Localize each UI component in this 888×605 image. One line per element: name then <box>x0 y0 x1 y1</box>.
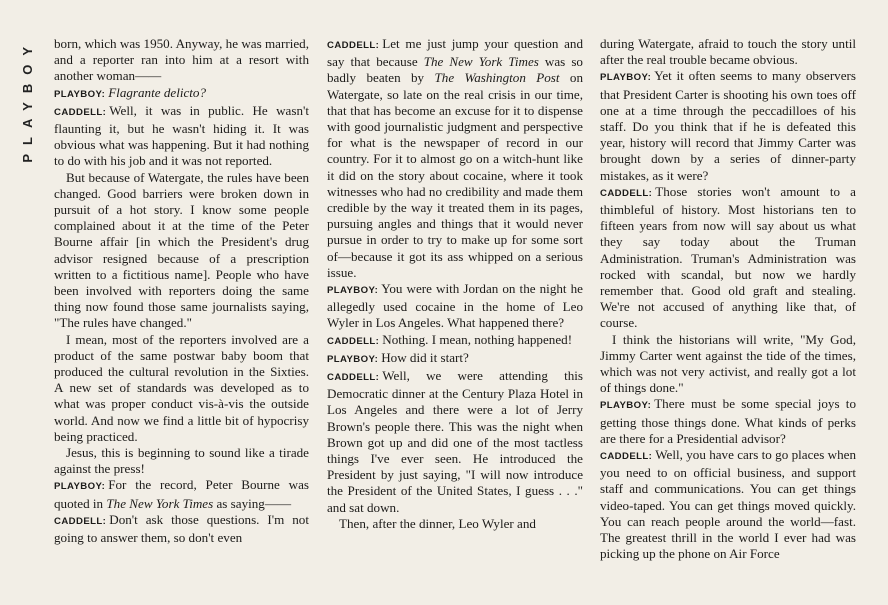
paragraph <box>54 36 309 85</box>
paragraph <box>327 516 583 532</box>
paragraph <box>600 68 856 183</box>
paragraph-text: Then, after the dinner, Leo Wyler and <box>339 515 536 531</box>
paragraph <box>327 368 583 516</box>
paragraph <box>327 281 583 332</box>
speaker-label: PLAYBOY: <box>327 285 379 297</box>
speaker-label: CADDELL: <box>327 372 380 384</box>
paragraph <box>54 103 309 170</box>
paragraph-text: Don't ask those questions. I'm not going to answer them, so don't even <box>54 511 309 546</box>
paragraph <box>327 36 583 281</box>
paragraph-text: Jesus, this is beginning to sound like a tirade against the press! <box>54 445 309 477</box>
paragraph <box>54 85 309 103</box>
paragraph <box>54 170 309 332</box>
paragraph <box>600 36 856 68</box>
paragraph-text: Well, it was in public. He wasn't flaunting it, but he wasn't hiding it. It was obvious what was happening. But it had nothing to do with his job and it was not reported. <box>54 102 309 169</box>
paragraph-text: There must be some special joys to getting those things done. What kinds of perks are there for a Presidential advisor? <box>600 396 856 446</box>
paragraph-text: I think the historians will write, "My God, Jimmy Carter went against the tide of the times, which was not very activist, and really got a lot of things done." <box>600 331 856 396</box>
speaker-label: CADDELL: <box>327 335 380 347</box>
speaker-label: PLAYBOY: <box>54 88 106 100</box>
paragraph-text: How did it start? <box>381 349 469 365</box>
paragraph-text: You were with Jordan on the night he allegedly used cocaine in the home of Leo Wyler in Los Angeles. What happened there? <box>327 281 583 331</box>
paragraph <box>327 350 583 368</box>
paragraph-text: Let me just jump your question and say that because The New York Times was so badly beaten by The Washington Post on Watergate, so late on the real crisis in our time, that that has become an excuse for it to dispense with good journalistic judgment and perspective for what is the newspaper of record in our country. For it to almost go on a witch-hunt like it did on the story about cocaine, where it took witnesses who had no credibility and made them credible by the way it treated them in its pages, pursuing angles and things that it would never pursue in order to try to make up for some sort of—because it got its ass whipped on a serious issue. <box>327 36 584 280</box>
speaker-label: PLAYBOY: <box>327 353 379 365</box>
speaker-label: PLAYBOY: <box>54 481 106 493</box>
paragraph-text: Nothing. I mean, nothing happened! <box>382 331 573 347</box>
speaker-label: CADDELL: <box>327 40 380 51</box>
paragraph-text: during Watergate, afraid to touch the story until after the real trouble became obvious. <box>600 36 856 68</box>
paragraph-text: Well, we were attending this Democratic dinner at the Century Plaza Hotel in Los Angeles and there were a lot of Jerry Brown's people there. This was the night when Brown got up and did one of the most tactless things I've ever seen. He introduced the President by just saying, "I will now introduce the President of the United States, I guess . . ." and sat down. <box>327 368 583 515</box>
speaker-label: CADDELL: <box>600 451 653 463</box>
speaker-label: PLAYBOY: <box>600 400 652 412</box>
paragraph <box>600 447 856 562</box>
paragraph <box>54 332 309 445</box>
paragraph-text: But because of Watergate, the rules have been changed. Good barriers were broken down in pursuit of a hot story. I know some people complained about it at the time of the Peter Bourne affair [in which the President's drug advisor resigned because of a prescription written to a fictitious name]. People who have been involved with reporters doing the same thing now found those same journalists saying, "The rules have changed." <box>54 169 309 331</box>
paragraph-text: For the record, Peter Bourne was quoted in The New York Times as saying—— <box>54 477 309 511</box>
paragraph-text: I mean, most of the reporters involved are a product of the same postwar baby boom that produced the cultural revolution in the Sixties. A new set of standards was developed as to what was proper conduct vis-à-vis the outside world. And now we find a little bit of hypocrisy being practiced. <box>54 331 309 444</box>
paragraph <box>54 477 309 511</box>
paragraph-text: born, which was 1950. Anyway, he was married, and a reporter ran into him at a resort with another woman—— <box>54 36 309 84</box>
paragraph-text: Well, you have cars to go places when you need to on official business, and support staff and communications. You can get things video-taped. You can get things moved quickly. You can reach people around the world—fast. The greatest thrill in the world I ever had was picking up the phone on Air Force <box>600 447 856 562</box>
paragraph-text: Yet it often seems to many observers that President Carter is shooting his own toes off one at a time through the peccadilloes of his staff. Do you think that if he is defeated this year, history will record that Jimmy Carter was brought down by a series of dinner-party mistakes, as it were? <box>600 68 856 183</box>
paragraph <box>54 512 309 546</box>
text-column-2 <box>327 36 583 532</box>
paragraph <box>600 184 856 332</box>
running-head: PLAYBOY <box>20 38 35 163</box>
speaker-label: CADDELL: <box>54 106 107 118</box>
speaker-label: CADDELL: <box>600 187 653 199</box>
paragraph <box>600 332 856 397</box>
paragraph <box>600 396 856 447</box>
speaker-label: PLAYBOY: <box>600 72 652 84</box>
text-column-1 <box>54 36 309 546</box>
text-column-3 <box>600 36 856 563</box>
paragraph <box>327 332 583 350</box>
paragraph <box>54 445 309 477</box>
paragraph-text: Those stories won't amount to a thimbleful of history. Most historians ten to fifteen years from now will say about us what they say today about the Truman Administration. Truman's Administration was rocked with scandal, but now we hardly remember that. Good old graft and stealing. We're not accused of anything like that, of course. <box>600 183 856 331</box>
paragraph-text: Flagrante delicto? <box>108 84 207 100</box>
speaker-label: CADDELL: <box>54 515 107 527</box>
